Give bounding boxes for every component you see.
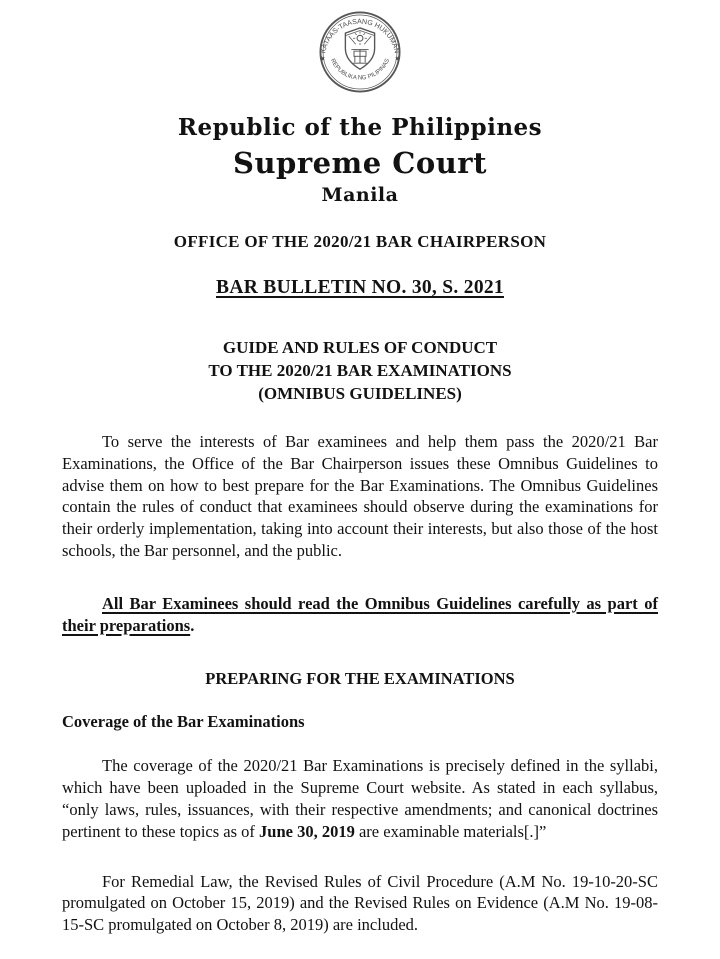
office-heading: OFFICE OF THE 2020/21 BAR CHAIRPERSON [173, 232, 547, 251]
city-heading: Manila [321, 184, 399, 206]
intro-paragraph: To serve the interests of Bar examinees and help them pass the 2020/21 Bar Examinations, the Office of the Bar Chairperson issues these Omnibus Guidelines to advise them on how to best prepare for the Bar Examinations. The Omnibus Guidelines contain the rules of conduct that examinees should observe during the examinations for their orderly implementation, taking into account their interests, but also those of the host schools, the Bar personnel, and the public. [62, 432, 658, 560]
coverage-paragraph [62, 755, 658, 842]
republic-heading: Republic of the Philippines [177, 114, 543, 141]
bulletin-number-heading [0, 277, 720, 299]
document-title [0, 336, 720, 405]
notice-period: . [190, 615, 195, 635]
bulletin-number-text: BAR BULLETIN NO. 30, S. 2021 [216, 277, 504, 298]
coverage-text-before-date: The coverage of the 2020/21 Bar Examinations is precisely defined in the syllabi, which have been uploaded in the Supreme Court website. As stated in each syllabus, “only laws, rules, issuances, with their respective amendments; and canonical doctrines pertinent to these topics as of [62, 756, 658, 841]
notice-paragraph [62, 593, 658, 637]
section-heading-preparing: PREPARING FOR THE EXAMINATIONS [205, 669, 515, 689]
document-title-line-3: (OMNIBUS GUIDELINES) [258, 384, 462, 403]
seal-container [0, 0, 720, 96]
seal-top-text: ★ KATAAS-TAASANG HUKUMAN ★ [319, 18, 401, 62]
document-title-line-1: GUIDE AND RULES OF CONDUCT [222, 338, 498, 357]
document-body [0, 431, 720, 936]
document-title-line-2: TO THE 2020/21 BAR EXAMINATIONS [208, 361, 512, 380]
subsection-heading-coverage: Coverage of the Bar Examinations [62, 712, 305, 732]
remedial-law-paragraph: For Remedial Law, the Revised Rules of Civil Procedure (A.M No. 19-10-20-SC promulgated on October 15, 2019) and the Revised Rules on Evidence (A.M No. 19-08-15-SC promulgated on October 8, 2019) are included. [62, 871, 658, 935]
notice-underlined-text: All Bar Examinees should read the Omnibus Guidelines carefully as part of their preparations [62, 593, 658, 635]
coverage-text-after-date: are examinable materials[.]” [354, 821, 547, 841]
supreme-court-heading: Supreme Court [233, 146, 487, 180]
seal-shield-icon [345, 28, 374, 69]
supreme-court-seal-icon [317, 8, 403, 96]
coverage-cutoff-date: June 30, 2019 [259, 821, 355, 841]
seal-bottom-text: REPUBLIKA NG PILIPINAS [328, 58, 392, 82]
